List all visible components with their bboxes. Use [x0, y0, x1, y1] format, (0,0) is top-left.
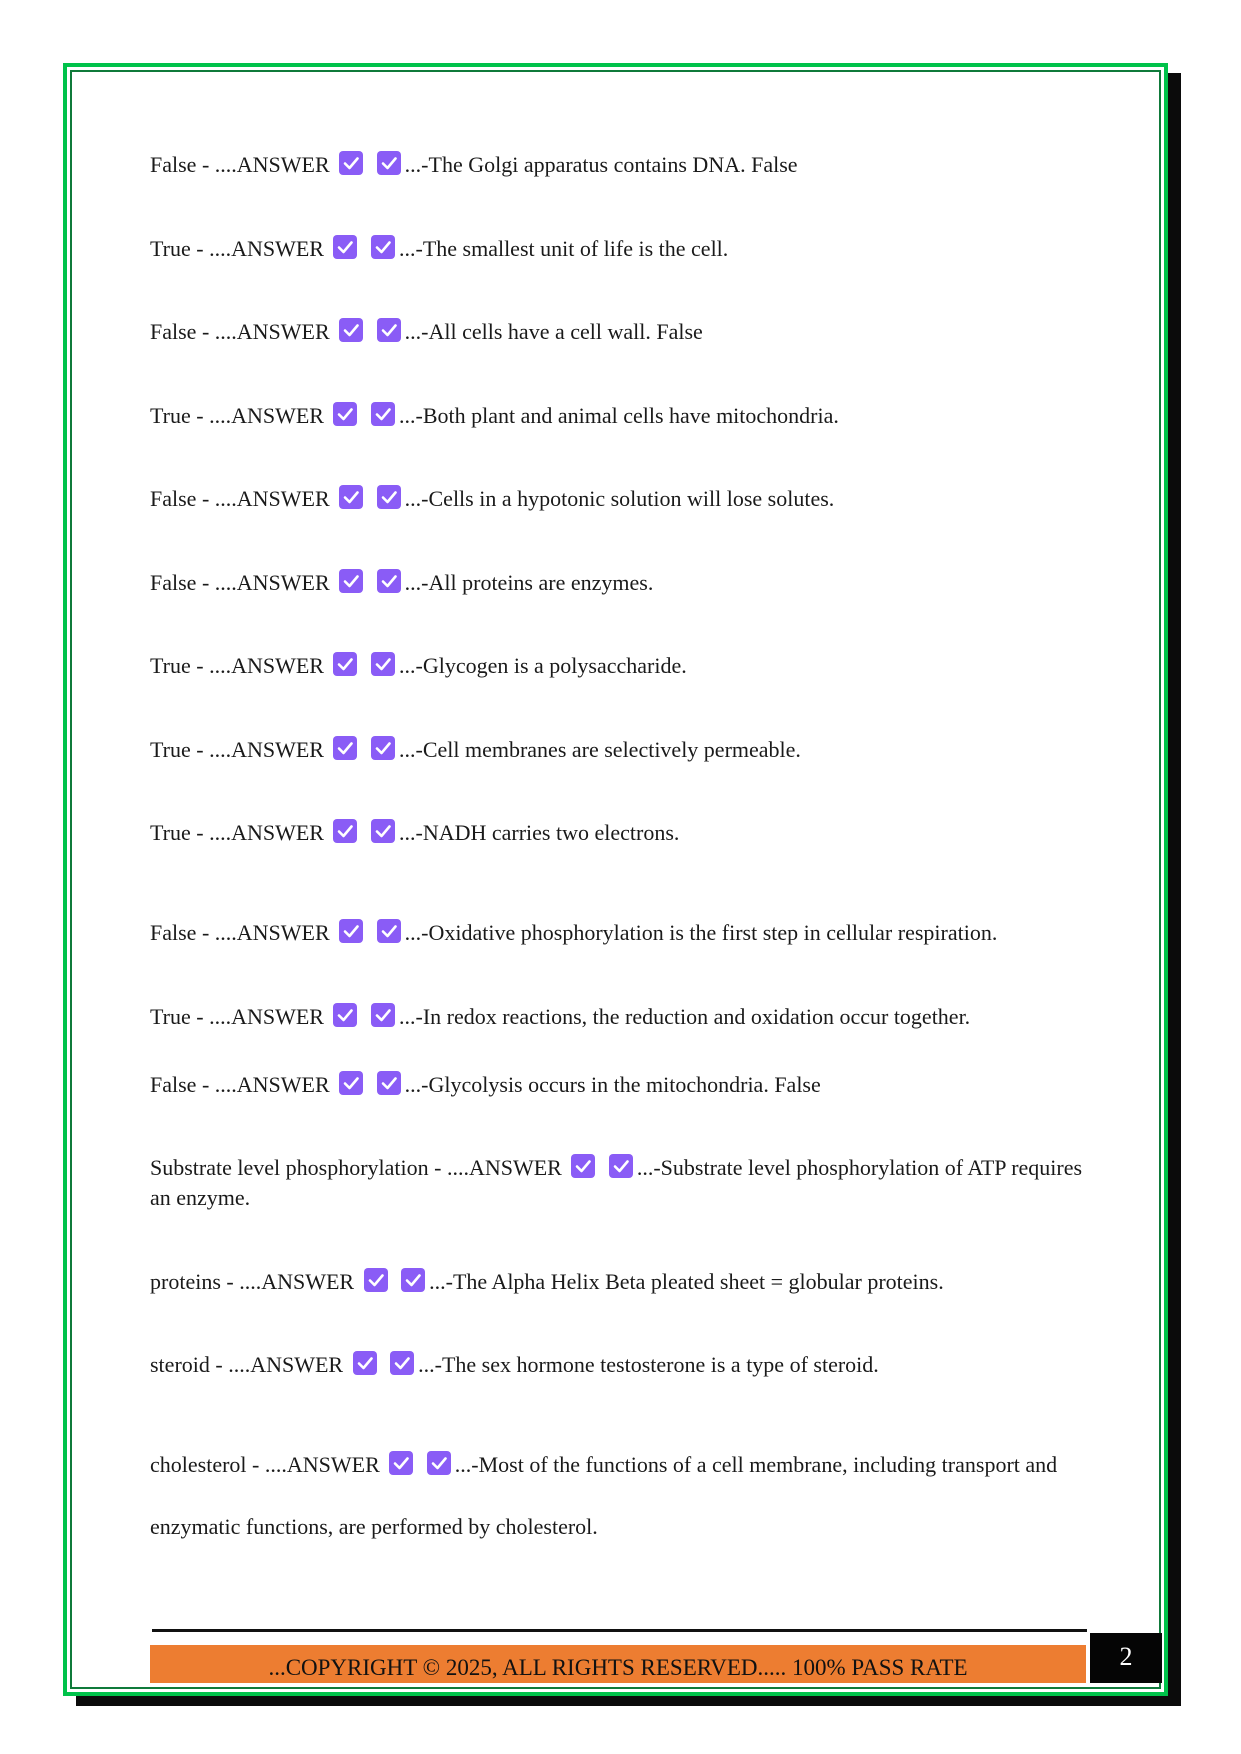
qa-item	[150, 986, 1095, 1048]
qa-separator: ...-	[398, 1003, 423, 1029]
qa-answer-label: ....ANSWER	[214, 1071, 330, 1097]
qa-separator: ...-	[398, 402, 423, 428]
qa-term: proteins	[150, 1268, 221, 1294]
check-mark-icon	[364, 1268, 388, 1292]
check-mark-icon	[427, 1451, 451, 1475]
qa-answer-label: ....ANSWER	[264, 1451, 380, 1477]
qa-dash: -	[196, 820, 210, 845]
check-mark-icon	[377, 1071, 401, 1095]
qa-item	[150, 401, 1095, 431]
qa-statement: All cells have a cell wall. False	[428, 319, 703, 344]
qa-term: False	[150, 919, 197, 945]
footer-divider	[152, 1629, 1087, 1632]
check-mark-icon	[371, 819, 395, 843]
qa-term: False	[150, 319, 197, 344]
qa-item	[150, 568, 1095, 598]
qa-term: True	[150, 820, 191, 845]
qa-statement: Cells in a hypotonic solution will lose solutes.	[428, 486, 835, 511]
qa-statement: The Golgi apparatus contains DNA. False	[428, 152, 798, 177]
qa-term: False	[150, 1071, 197, 1097]
qa-item	[150, 651, 1095, 681]
qa-separator: ...-	[404, 486, 429, 511]
qa-statement: Cell membranes are selectively permeable.	[422, 736, 801, 762]
footer-copyright-bar	[150, 1645, 1086, 1683]
qa-item	[150, 818, 1095, 848]
qa-item	[150, 1434, 1095, 1558]
qa-statement: NADH carries two electrons.	[422, 820, 680, 845]
qa-answer-label: ....ANSWER	[214, 152, 330, 177]
check-mark-icon	[377, 318, 401, 342]
qa-separator: ...-	[454, 1451, 479, 1477]
check-mark-icon	[377, 485, 401, 509]
qa-separator: ...-	[418, 1352, 442, 1377]
qa-separator: ...-	[404, 919, 429, 945]
qa-answer-label: ....ANSWER	[209, 653, 324, 678]
check-mark-icon	[377, 569, 401, 593]
qa-dash: -	[196, 736, 210, 762]
qa-dash: -	[252, 1451, 265, 1477]
qa-answer-label: ....ANSWER	[214, 319, 330, 344]
check-mark-icon	[333, 736, 357, 760]
qa-statement: The Alpha Helix Beta pleated sheet = globular proteins.	[452, 1268, 944, 1294]
qa-dash: -	[434, 1155, 447, 1180]
qa-answer-label: ....ANSWER	[209, 402, 324, 428]
check-mark-icon	[333, 1003, 357, 1027]
check-mark-icon	[339, 318, 363, 342]
qa-separator: ...-	[398, 235, 423, 261]
qa-answer-label: ....ANSWER	[209, 820, 324, 845]
qa-item	[150, 902, 1095, 964]
qa-answer-label: ....ANSWER	[228, 1352, 344, 1377]
qa-separator: ...-	[636, 1155, 661, 1180]
qa-dash: -	[196, 1003, 210, 1029]
qa-term: cholesterol	[150, 1451, 247, 1477]
qa-answer-label: ....ANSWER	[209, 1003, 324, 1029]
check-mark-icon	[371, 1003, 395, 1027]
qa-dash: -	[196, 653, 210, 678]
qa-term: False	[150, 569, 197, 595]
qa-item	[150, 735, 1095, 765]
qa-statement: Substrate level phosphorylation of ATP requires an enzyme.	[150, 1155, 1083, 1210]
qa-item	[150, 234, 1095, 264]
qa-separator: ...-	[404, 569, 429, 595]
qa-dash: -	[201, 919, 215, 945]
qa-item	[150, 1070, 1095, 1100]
qa-statement: The smallest unit of life is the cell.	[422, 235, 729, 261]
qa-separator: ...-	[398, 820, 423, 845]
page-number: 2	[1090, 1633, 1162, 1683]
check-mark-icon	[390, 1351, 414, 1375]
qa-dash: -	[201, 152, 215, 177]
qa-term: Substrate level phosphorylation	[150, 1155, 429, 1180]
qa-item	[150, 1153, 1095, 1213]
qa-list	[150, 150, 1095, 1580]
qa-statement: All proteins are enzymes.	[428, 569, 654, 595]
check-mark-icon	[333, 819, 357, 843]
qa-answer-label: ....ANSWER	[214, 919, 330, 945]
qa-statement: In redox reactions, the reduction and oxidation occur together.	[422, 1003, 971, 1029]
check-mark-icon	[339, 569, 363, 593]
qa-answer-label: ....ANSWER	[209, 736, 324, 762]
check-mark-icon	[339, 1071, 363, 1095]
qa-answer-label: ....ANSWER	[239, 1268, 355, 1294]
qa-dash: -	[201, 1071, 215, 1097]
qa-answer-label: ....ANSWER	[214, 486, 330, 511]
check-mark-icon	[609, 1154, 633, 1178]
qa-term: False	[150, 486, 197, 511]
qa-item	[150, 317, 1095, 347]
check-mark-icon	[339, 485, 363, 509]
check-mark-icon	[333, 402, 357, 426]
qa-term: True	[150, 235, 191, 261]
qa-term: steroid	[150, 1352, 210, 1377]
check-mark-icon	[377, 919, 401, 943]
check-mark-icon	[353, 1351, 377, 1375]
check-mark-icon	[371, 736, 395, 760]
qa-statement: Both plant and animal cells have mitochondria.	[422, 402, 839, 428]
qa-statement: Oxidative phosphorylation is the first step in cellular respiration.	[428, 919, 998, 945]
check-mark-icon	[371, 402, 395, 426]
qa-term: True	[150, 736, 191, 762]
check-mark-icon	[389, 1451, 413, 1475]
qa-dash: -	[215, 1352, 229, 1377]
qa-dash: -	[201, 486, 215, 511]
qa-separator: ...-	[404, 319, 429, 344]
qa-statement: Glycolysis occurs in the mitochondria. False	[428, 1071, 821, 1097]
qa-term: True	[150, 653, 191, 678]
qa-answer-label: ....ANSWER	[209, 235, 324, 261]
qa-answer-label: ....ANSWER	[446, 1155, 562, 1180]
qa-item	[150, 484, 1095, 514]
qa-separator: ...-	[404, 1071, 429, 1097]
qa-dash: -	[201, 569, 215, 595]
qa-separator: ...-	[398, 653, 423, 678]
qa-statement: The sex hormone testosterone is a type of steroid.	[441, 1352, 879, 1377]
check-mark-icon	[571, 1154, 595, 1178]
check-mark-icon	[371, 235, 395, 259]
qa-separator: ...-	[398, 736, 423, 762]
qa-statement: Glycogen is a polysaccharide.	[422, 653, 687, 678]
check-mark-icon	[371, 652, 395, 676]
qa-term: False	[150, 152, 197, 177]
qa-item	[150, 1350, 1095, 1380]
check-mark-icon	[339, 919, 363, 943]
qa-dash: -	[196, 235, 210, 261]
check-mark-icon	[401, 1268, 425, 1292]
qa-answer-label: ....ANSWER	[214, 569, 330, 595]
qa-term: True	[150, 1003, 191, 1029]
qa-item	[150, 150, 1095, 180]
footer-copyright-text: ...COPYRIGHT © 2025, ALL RIGHTS RESERVED..... 100% PASS RATE	[268, 1655, 968, 1680]
qa-dash: -	[226, 1268, 240, 1294]
check-mark-icon	[333, 652, 357, 676]
qa-term: True	[150, 402, 191, 428]
qa-dash: -	[196, 402, 210, 428]
qa-item	[150, 1267, 1095, 1297]
qa-statement: Most of the functions of a cell membrane, including transport and enzymatic functions, are performed by cholesterol.	[150, 1451, 1058, 1539]
qa-dash: -	[201, 319, 215, 344]
check-mark-icon	[377, 151, 401, 175]
check-mark-icon	[339, 151, 363, 175]
qa-separator: ...-	[404, 152, 429, 177]
qa-separator: ...-	[429, 1268, 453, 1294]
check-mark-icon	[333, 235, 357, 259]
